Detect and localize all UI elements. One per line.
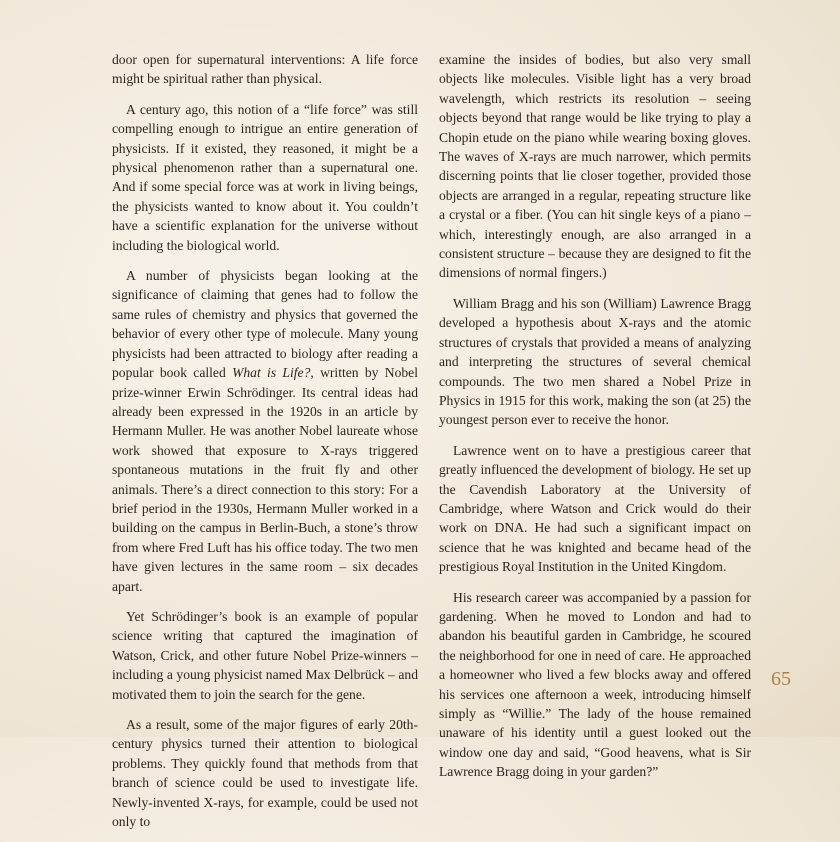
paragraph bbox=[112, 266, 418, 596]
paragraph: A century ago, this notion of a “life force” was still compelling enough to intrigue an entire generation of physicists. If it existed, they reasoned, it might be a physical phenomenon rather than a supernatural one. And if some special force was at work in living beings, the physicists wanted to know about it. You couldn’t have a scientific explanation for the universe without including the biological world. bbox=[112, 101, 418, 253]
paragraph: William Bragg and his son (William) Lawrence Bragg developed a hypothesis about X-rays and the atomic structures of crystals that provided a means of analyzing and interpreting the structures of several chemical compounds. The two men shared a Nobel Prize in Physics in 1915 for this work, making the son (at 25) the youngest person ever to receive the honor. bbox=[439, 295, 751, 428]
paragraph: door open for supernatural interventions: A life force might be spiritual rather than physical. bbox=[112, 52, 418, 87]
text-run: , written by Nobel prize-winner Erwin Schrödinger. Its central ideas had already been expressed in the 1920s in an article by Hermann Muller. He was another Nobel laureate whose work showed that exposure to X-rays triggered spontaneous mutations in the fruit fly and other animals. There’s a direct connection to this story: For a brief period in the 1930s, Hermann Muller worked in a building on the campus in Berlin-Buch, a stone’s throw from where Fred Luft has his office today. The two men have given lectures in the same room – six decades apart. bbox=[112, 365, 418, 594]
paragraph: Yet Schrödinger’s book is an example of popular science writing that captured the imagination of Watson, Crick, and other future Nobel Prize-winners – including a young physicist named Max Delbrück – and motivated them to join the search for the gene. bbox=[112, 608, 418, 702]
paragraph: Lawrence went on to have a prestigious career that greatly influenced the development of biology. He set up the Cavendish Laboratory at the University of Cambridge, where Watson and Crick would do their work on DNA. He had such a significant impact on science that he was knighted and became head of the prestigious Royal Institution in the United Kingdom. bbox=[439, 442, 751, 575]
right-column bbox=[439, 50, 751, 793]
page-number: 65 bbox=[771, 668, 791, 690]
left-column bbox=[112, 50, 418, 842]
paragraph: His research career was accompanied by a passion for gardening. When he moved to London and had to abandon his beautiful garden in Cambridge, he scoured the neighborhood for one in need of care. He approached a homeowner who lived a few blocks away and offered his services one afternoon a week, introducing himself simply as “Willie.” The lady of the house remained unaware of his identity until a guest looked out the window one day and said, “Good heavens, what is Sir Lawrence Bragg doing in your garden?” bbox=[439, 589, 751, 780]
book-title: What is Life? bbox=[232, 365, 311, 381]
paragraph: As a result, some of the major figures of early 20th-century physics turned their attention to biological problems. They quickly found that methods from that branch of science could be used to investigate life. Newly-invented X-rays, for example, could be used not only to bbox=[112, 717, 418, 830]
paragraph: examine the insides of bodies, but also very small objects like molecules. Visible light has a very broad wavelength, which restricts its resolution – seeing objects beyond that range would be like trying to play a Chopin etude on the piano while wearing boxing gloves. The waves of X-rays are much narrower, which permits discerning points that lie closer together, provided those objects are arranged in a regular, repeating structure like a crystal or a fiber. (You can hit single keys of a piano – which, interestingly enough, are also arranged in a consistent structure – because they are designed to fit the dimensions of normal fingers.) bbox=[439, 52, 751, 281]
text-run: A number of physicists began looking at the significance of claiming that genes had to follow the same rules of chemistry and physics that governed the behavior of every other type of molecule. Many young physicists had been attracted to biology after reading a popular book called bbox=[112, 268, 418, 381]
